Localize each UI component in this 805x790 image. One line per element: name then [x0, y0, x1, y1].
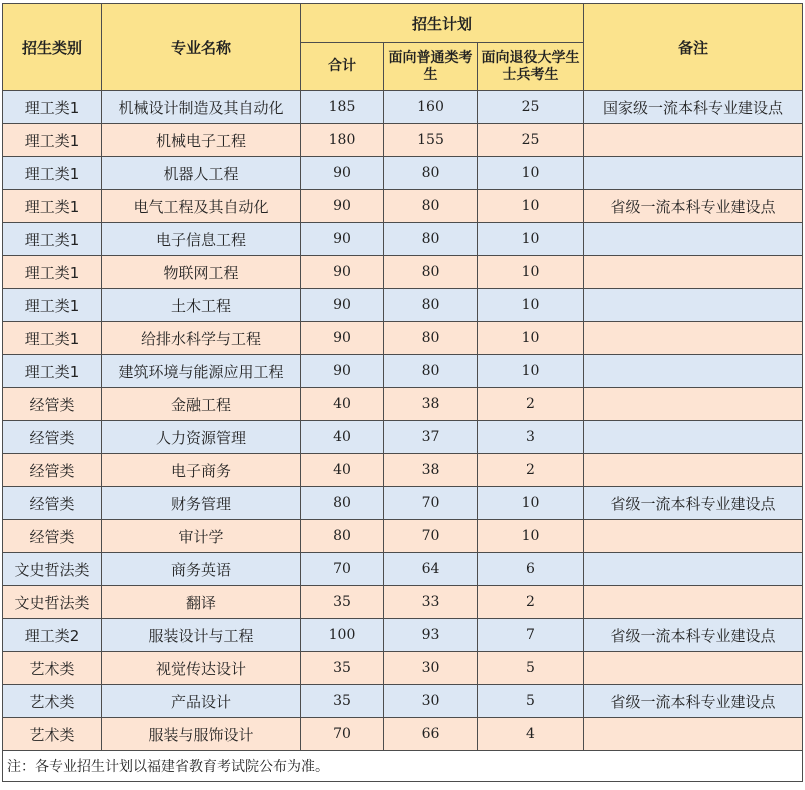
cell-total: 40	[301, 454, 384, 487]
cell-total: 90	[301, 256, 384, 289]
cell-veteran: 10	[478, 157, 584, 190]
enrollment-plan-table-container	[2, 3, 803, 782]
cell-remark: 省级一流本科专业建设点	[584, 619, 803, 652]
cell-category: 经管类	[3, 454, 102, 487]
note-row	[3, 751, 803, 782]
cell-category: 艺术类	[3, 685, 102, 718]
cell-major: 电子商务	[102, 454, 301, 487]
cell-veteran: 10	[478, 487, 584, 520]
cell-major: 给排水科学与工程	[102, 322, 301, 355]
cell-total: 80	[301, 520, 384, 553]
table-row	[3, 223, 803, 256]
cell-remark	[584, 421, 803, 454]
cell-general: 38	[384, 454, 478, 487]
cell-total: 40	[301, 421, 384, 454]
cell-general: 66	[384, 718, 478, 751]
table-header	[3, 4, 803, 91]
cell-remark	[584, 718, 803, 751]
cell-total: 90	[301, 355, 384, 388]
table-body	[3, 91, 803, 782]
cell-category: 理工类1	[3, 157, 102, 190]
cell-category: 理工类1	[3, 289, 102, 322]
table-row	[3, 685, 803, 718]
enrollment-plan-table	[2, 3, 803, 782]
cell-remark	[584, 355, 803, 388]
cell-major: 电子信息工程	[102, 223, 301, 256]
cell-remark: 省级一流本科专业建设点	[584, 487, 803, 520]
cell-major: 物联网工程	[102, 256, 301, 289]
cell-category: 文史哲法类	[3, 553, 102, 586]
cell-general: 37	[384, 421, 478, 454]
cell-general: 30	[384, 685, 478, 718]
cell-total: 180	[301, 124, 384, 157]
table-row	[3, 421, 803, 454]
cell-remark: 国家级一流本科专业建设点	[584, 91, 803, 124]
cell-veteran: 5	[478, 685, 584, 718]
cell-total: 70	[301, 718, 384, 751]
header-category: 招生类别	[3, 4, 102, 91]
table-row	[3, 91, 803, 124]
cell-category: 经管类	[3, 487, 102, 520]
header-major: 专业名称	[102, 4, 301, 91]
cell-general: 64	[384, 553, 478, 586]
cell-major: 翻译	[102, 586, 301, 619]
table-row	[3, 619, 803, 652]
cell-total: 35	[301, 652, 384, 685]
cell-remark	[584, 520, 803, 553]
header-plan: 招生计划	[301, 4, 584, 43]
cell-category: 理工类1	[3, 124, 102, 157]
cell-general: 70	[384, 487, 478, 520]
cell-total: 80	[301, 487, 384, 520]
cell-veteran: 10	[478, 355, 584, 388]
cell-category: 经管类	[3, 388, 102, 421]
cell-total: 185	[301, 91, 384, 124]
table-row	[3, 520, 803, 553]
cell-major: 机器人工程	[102, 157, 301, 190]
cell-major: 建筑环境与能源应用工程	[102, 355, 301, 388]
cell-total: 90	[301, 322, 384, 355]
cell-total: 70	[301, 553, 384, 586]
cell-remark	[584, 289, 803, 322]
cell-major: 审计学	[102, 520, 301, 553]
cell-remark	[584, 124, 803, 157]
header-remark: 备注	[584, 4, 803, 91]
cell-general: 80	[384, 322, 478, 355]
cell-veteran: 10	[478, 223, 584, 256]
cell-general: 70	[384, 520, 478, 553]
header-veteran: 面向退役大学生士兵考生	[478, 43, 584, 91]
cell-general: 33	[384, 586, 478, 619]
cell-category: 理工类1	[3, 223, 102, 256]
cell-category: 理工类1	[3, 322, 102, 355]
cell-major: 商务英语	[102, 553, 301, 586]
cell-general: 160	[384, 91, 478, 124]
cell-total: 90	[301, 190, 384, 223]
cell-total: 35	[301, 685, 384, 718]
cell-veteran: 10	[478, 322, 584, 355]
table-row	[3, 388, 803, 421]
cell-major: 服装设计与工程	[102, 619, 301, 652]
cell-veteran: 10	[478, 256, 584, 289]
cell-total: 90	[301, 223, 384, 256]
cell-remark: 省级一流本科专业建设点	[584, 685, 803, 718]
cell-total: 90	[301, 289, 384, 322]
cell-category: 艺术类	[3, 718, 102, 751]
cell-veteran: 2	[478, 454, 584, 487]
table-row	[3, 355, 803, 388]
cell-category: 理工类1	[3, 190, 102, 223]
cell-category: 文史哲法类	[3, 586, 102, 619]
cell-veteran: 10	[478, 520, 584, 553]
table-row	[3, 487, 803, 520]
cell-category: 经管类	[3, 520, 102, 553]
cell-veteran: 4	[478, 718, 584, 751]
cell-remark	[584, 256, 803, 289]
cell-remark	[584, 586, 803, 619]
cell-general: 38	[384, 388, 478, 421]
cell-total: 40	[301, 388, 384, 421]
header-general: 面向普通类考生	[384, 43, 478, 91]
cell-general: 80	[384, 289, 478, 322]
table-row	[3, 289, 803, 322]
cell-veteran: 2	[478, 388, 584, 421]
cell-general: 80	[384, 355, 478, 388]
cell-remark	[584, 454, 803, 487]
cell-general: 80	[384, 157, 478, 190]
header-total: 合计	[301, 43, 384, 91]
cell-category: 艺术类	[3, 652, 102, 685]
cell-remark	[584, 388, 803, 421]
cell-major: 机械设计制造及其自动化	[102, 91, 301, 124]
cell-veteran: 6	[478, 553, 584, 586]
table-row	[3, 124, 803, 157]
cell-major: 视觉传达设计	[102, 652, 301, 685]
cell-general: 30	[384, 652, 478, 685]
cell-veteran: 25	[478, 91, 584, 124]
cell-total: 90	[301, 157, 384, 190]
cell-category: 经管类	[3, 421, 102, 454]
cell-category: 理工类2	[3, 619, 102, 652]
cell-general: 80	[384, 223, 478, 256]
footnote: 注：各专业招生计划以福建省教育考试院公布为准。	[3, 751, 803, 782]
cell-total: 35	[301, 586, 384, 619]
cell-remark: 省级一流本科专业建设点	[584, 190, 803, 223]
table-row	[3, 553, 803, 586]
cell-general: 80	[384, 256, 478, 289]
cell-veteran: 5	[478, 652, 584, 685]
cell-veteran: 10	[478, 289, 584, 322]
cell-major: 产品设计	[102, 685, 301, 718]
table-row	[3, 157, 803, 190]
cell-remark	[584, 553, 803, 586]
cell-general: 155	[384, 124, 478, 157]
table-row	[3, 190, 803, 223]
cell-remark	[584, 322, 803, 355]
cell-remark	[584, 157, 803, 190]
table-row	[3, 586, 803, 619]
cell-category: 理工类1	[3, 256, 102, 289]
cell-general: 80	[384, 190, 478, 223]
cell-veteran: 3	[478, 421, 584, 454]
cell-general: 93	[384, 619, 478, 652]
cell-total: 100	[301, 619, 384, 652]
cell-major: 服装与服饰设计	[102, 718, 301, 751]
cell-major: 人力资源管理	[102, 421, 301, 454]
cell-veteran: 7	[478, 619, 584, 652]
table-row	[3, 652, 803, 685]
cell-remark	[584, 223, 803, 256]
cell-remark	[584, 652, 803, 685]
cell-major: 土木工程	[102, 289, 301, 322]
cell-veteran: 2	[478, 586, 584, 619]
cell-veteran: 10	[478, 190, 584, 223]
table-row	[3, 454, 803, 487]
cell-major: 电气工程及其自动化	[102, 190, 301, 223]
table-row	[3, 256, 803, 289]
cell-major: 机械电子工程	[102, 124, 301, 157]
table-row	[3, 718, 803, 751]
cell-major: 金融工程	[102, 388, 301, 421]
table-row	[3, 322, 803, 355]
cell-major: 财务管理	[102, 487, 301, 520]
cell-veteran: 25	[478, 124, 584, 157]
cell-category: 理工类1	[3, 355, 102, 388]
cell-category: 理工类1	[3, 91, 102, 124]
